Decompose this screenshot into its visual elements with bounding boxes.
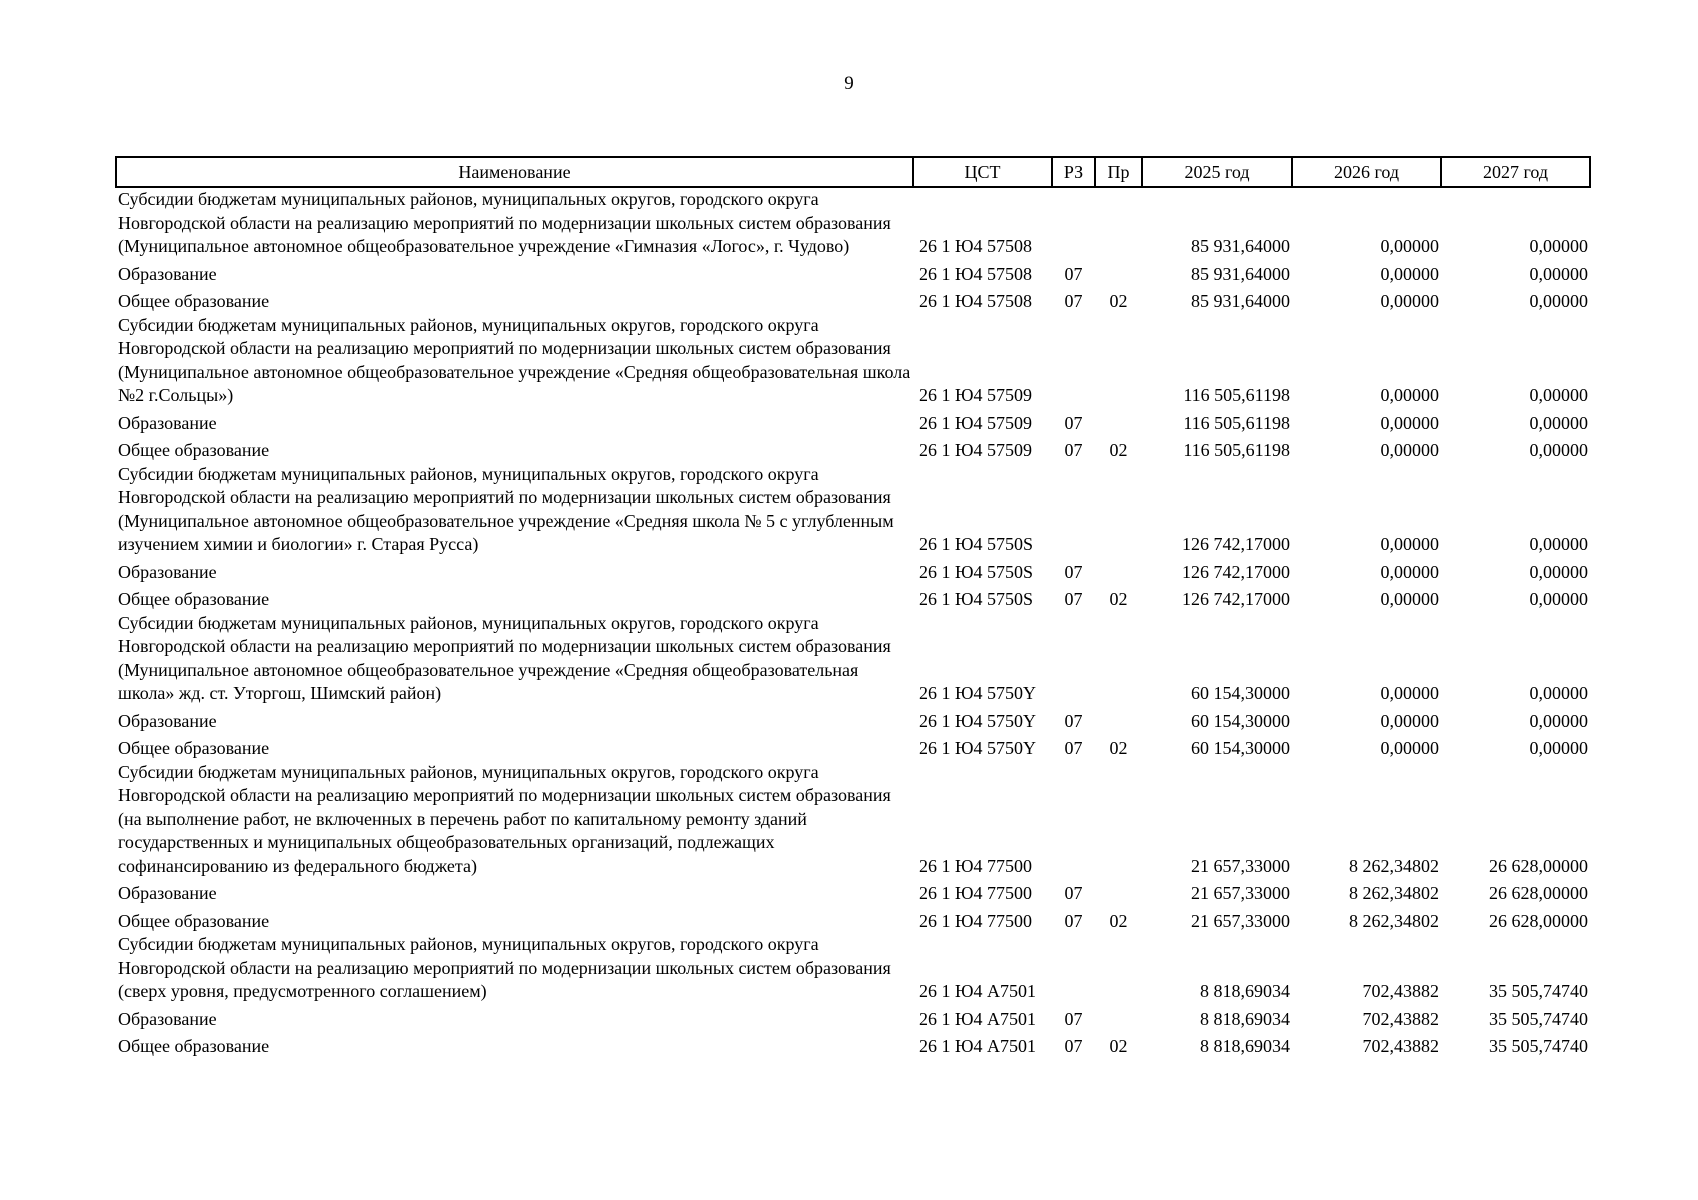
cell-name: Субсидии бюджетам муниципальных районов, муниципальных округов, городского округа Новгородской области на реализацию мероприятий по модернизации школьных систем образования (Муниципальное автономное общеобразовательное учреждение «Средняя общеобразовательная школа» жд. ст. Уторгош, Шимский район)	[118, 612, 891, 703]
cell-pr	[1095, 187, 1142, 259]
table-row	[116, 557, 1590, 585]
cell-rz: 07	[1064, 263, 1083, 284]
cell-2027: 0,00000	[1529, 534, 1588, 554]
cell-2026: 0,00000	[1380, 263, 1439, 284]
cell-2026: 0,00000	[1380, 738, 1439, 758]
cell-2025: 126 742,17000	[1182, 561, 1290, 582]
cell-name: Субсидии бюджетам муниципальных районов, муниципальных округов, городского округа Новгородской области на реализацию мероприятий по модернизации школьных систем образования (Муниципальное автономное общеобразовательное учреждение «Средняя школа № 5 с углубленным изучением химии и биологии» г. Старая Русса)	[118, 463, 894, 554]
table-row	[116, 761, 1590, 879]
cell-2025: 126 742,17000	[1182, 589, 1290, 609]
cell-cst: 26 1 Ю4 5750S	[919, 589, 1034, 609]
cell-rz	[1052, 463, 1095, 557]
cell-pr	[1095, 706, 1142, 734]
cell-rz: 07	[1064, 561, 1083, 582]
page-number: 9	[844, 73, 854, 94]
cell-rz	[1052, 187, 1095, 259]
cell-name: Общее образование	[118, 440, 270, 460]
cell-name: Образование	[118, 883, 217, 903]
cell-2027: 0,00000	[1529, 589, 1588, 609]
cell-rz: 07	[1064, 589, 1083, 609]
table-row	[116, 1004, 1590, 1032]
cell-pr: 02	[1109, 738, 1128, 758]
cell-name: Субсидии бюджетам муниципальных районов, муниципальных округов, городского округа Новгородской области на реализацию мероприятий по модернизации школьных систем образования (Муниципальное автономное общеобразовательное учреждение «Гимназия «Логос», г. Чудово)	[118, 189, 891, 256]
cell-2025: 60 154,30000	[1191, 710, 1290, 731]
header-2026: 2026 год	[1292, 157, 1441, 187]
cell-name: Общее образование	[118, 291, 270, 311]
cell-2027: 0,00000	[1529, 561, 1588, 582]
cell-pr: 02	[1109, 589, 1128, 609]
cell-2026: 0,00000	[1380, 710, 1439, 731]
cell-2026: 0,00000	[1380, 412, 1439, 433]
cell-2026: 8 262,34802	[1349, 855, 1439, 876]
cell-rz: 07	[1064, 910, 1083, 931]
cell-pr	[1095, 878, 1142, 906]
cell-name: Образование	[118, 710, 217, 731]
cell-rz	[1052, 314, 1095, 408]
cell-2026: 8 262,34802	[1349, 910, 1439, 931]
cell-cst: 26 1 Ю4 5750S	[919, 534, 1034, 554]
table-body	[116, 187, 1590, 1059]
table-row	[116, 612, 1590, 706]
cell-2027: 0,00000	[1529, 291, 1588, 311]
cell-rz: 07	[1064, 1036, 1083, 1056]
cell-2026: 0,00000	[1380, 440, 1439, 460]
header-name: Наименование	[116, 157, 913, 187]
cell-pr	[1095, 761, 1142, 879]
cell-pr: 02	[1109, 1036, 1128, 1056]
cell-rz: 07	[1064, 710, 1083, 731]
cell-rz: 07	[1064, 1008, 1083, 1029]
cell-cst: 26 1 Ю4 5750Y	[919, 738, 1036, 758]
header-rz: РЗ	[1052, 157, 1095, 187]
cell-pr	[1095, 259, 1142, 287]
cell-pr	[1095, 1004, 1142, 1032]
cell-name: Общее образование	[118, 738, 270, 758]
cell-pr: 02	[1109, 440, 1128, 460]
cell-rz: 07	[1064, 440, 1083, 460]
cell-name: Образование	[118, 1008, 217, 1029]
table-row	[116, 706, 1590, 734]
cell-2026: 0,00000	[1380, 589, 1439, 609]
cell-pr	[1095, 612, 1142, 706]
table-row	[116, 408, 1590, 436]
cell-2026: 8 262,34802	[1349, 883, 1439, 903]
cell-2027: 26 628,00000	[1489, 855, 1588, 876]
header-cst: ЦСТ	[913, 157, 1052, 187]
cell-rz: 07	[1064, 291, 1083, 311]
cell-name: Общее образование	[118, 910, 270, 931]
table-row	[116, 314, 1590, 408]
cell-2027: 0,00000	[1529, 412, 1588, 433]
header-pr: Пр	[1095, 157, 1142, 187]
cell-2027: 0,00000	[1529, 683, 1588, 703]
budget-table	[115, 156, 1591, 1059]
cell-cst: 26 1 Ю4 57509	[919, 440, 1033, 460]
cell-2025: 116 505,61198	[1183, 412, 1290, 433]
cell-2025: 85 931,64000	[1191, 291, 1290, 311]
cell-2025: 8 818,69034	[1200, 1036, 1290, 1056]
cell-pr	[1095, 408, 1142, 436]
cell-2025: 116 505,61198	[1183, 385, 1290, 405]
table-row	[116, 435, 1590, 463]
cell-cst: 26 1 Ю4 5750Y	[919, 710, 1036, 731]
table-row	[116, 878, 1590, 906]
header-2027: 2027 год	[1441, 157, 1590, 187]
cell-2026: 0,00000	[1380, 291, 1439, 311]
cell-cst: 26 1 Ю4 А7501	[919, 981, 1036, 1001]
table-row	[116, 933, 1590, 1004]
cell-cst: 26 1 Ю4 5750Y	[919, 683, 1036, 703]
cell-2027: 26 628,00000	[1489, 883, 1588, 903]
cell-2025: 21 657,33000	[1191, 883, 1290, 903]
cell-2026: 0,00000	[1380, 236, 1439, 256]
table-row	[116, 286, 1590, 314]
cell-rz	[1052, 933, 1095, 1004]
cell-2025: 116 505,61198	[1183, 440, 1290, 460]
cell-2025: 126 742,17000	[1182, 534, 1290, 554]
cell-cst: 26 1 Ю4 А7501	[919, 1008, 1036, 1029]
cell-name: Общее образование	[118, 589, 270, 609]
cell-2027: 0,00000	[1529, 236, 1588, 256]
cell-pr: 02	[1109, 291, 1128, 311]
table-header-row	[116, 157, 1590, 187]
cell-2026: 0,00000	[1380, 561, 1439, 582]
table-row	[116, 463, 1590, 557]
cell-cst: 26 1 Ю4 5750S	[919, 561, 1034, 582]
cell-2025: 85 931,64000	[1191, 236, 1290, 256]
cell-rz: 07	[1064, 412, 1083, 433]
cell-rz: 07	[1064, 738, 1083, 758]
cell-rz: 07	[1064, 883, 1083, 903]
cell-name: Субсидии бюджетам муниципальных районов, муниципальных округов, городского округа Новгородской области на реализацию мероприятий по модернизации школьных систем образования (Муниципальное автономное общеобразовательное учреждение «Средняя общеобразовательная школа №2 г.Сольцы»)	[118, 314, 911, 405]
cell-2027: 35 505,74740	[1489, 1036, 1588, 1056]
cell-2027: 26 628,00000	[1489, 910, 1588, 931]
header-2025: 2025 год	[1142, 157, 1292, 187]
cell-2025: 8 818,69034	[1200, 1008, 1290, 1029]
cell-cst: 26 1 Ю4 57509	[919, 385, 1033, 405]
cell-name: Образование	[118, 561, 217, 582]
cell-cst: 26 1 Ю4 57509	[919, 412, 1033, 433]
table-row	[116, 1031, 1590, 1059]
cell-2025: 21 657,33000	[1191, 910, 1290, 931]
cell-pr	[1095, 557, 1142, 585]
cell-name: Общее образование	[118, 1036, 270, 1056]
cell-2027: 0,00000	[1529, 440, 1588, 460]
cell-2027: 0,00000	[1529, 710, 1588, 731]
table-row	[116, 906, 1590, 934]
cell-cst: 26 1 Ю4 57508	[919, 291, 1033, 311]
cell-cst: 26 1 Ю4 77500	[919, 883, 1033, 903]
cell-2026: 0,00000	[1380, 683, 1439, 703]
cell-2026: 0,00000	[1380, 534, 1439, 554]
cell-cst: 26 1 Ю4 57508	[919, 236, 1033, 256]
cell-pr	[1095, 933, 1142, 1004]
cell-name: Субсидии бюджетам муниципальных районов, муниципальных округов, городского округа Новгородской области на реализацию мероприятий по модернизации школьных систем образования (сверх уровня, предусмотренного соглашением)	[118, 934, 891, 1001]
cell-rz	[1052, 761, 1095, 879]
cell-cst: 26 1 Ю4 57508	[919, 263, 1033, 284]
cell-2027: 0,00000	[1529, 263, 1588, 284]
cell-name: Субсидии бюджетам муниципальных районов, муниципальных округов, городского округа Новгородской области на реализацию мероприятий по модернизации школьных систем образования (на выполнение работ, не включенных в перечень работ по капитальному ремонту зданий государственных и муниципальных общеобразовательных организаций, подлежащих софинансированию из федерального бюджета)	[118, 761, 891, 876]
cell-name: Образование	[118, 412, 217, 433]
cell-2026: 702,43882	[1362, 1008, 1439, 1029]
cell-2027: 0,00000	[1529, 385, 1588, 405]
cell-2025: 60 154,30000	[1191, 738, 1290, 758]
table-row	[116, 187, 1590, 259]
cell-2027: 0,00000	[1529, 738, 1588, 758]
table-row	[116, 733, 1590, 761]
cell-rz	[1052, 612, 1095, 706]
cell-cst: 26 1 Ю4 77500	[919, 910, 1033, 931]
table-row	[116, 584, 1590, 612]
cell-2027: 35 505,74740	[1489, 981, 1588, 1001]
cell-pr	[1095, 463, 1142, 557]
cell-2026: 702,43882	[1362, 1036, 1439, 1056]
cell-pr: 02	[1109, 910, 1128, 931]
cell-2025: 21 657,33000	[1191, 855, 1290, 876]
cell-2026: 702,43882	[1362, 981, 1439, 1001]
cell-name: Образование	[118, 263, 217, 284]
cell-2025: 60 154,30000	[1191, 683, 1290, 703]
cell-cst: 26 1 Ю4 А7501	[919, 1036, 1036, 1056]
table-row	[116, 259, 1590, 287]
cell-cst: 26 1 Ю4 77500	[919, 855, 1033, 876]
cell-2025: 85 931,64000	[1191, 263, 1290, 284]
cell-2027: 35 505,74740	[1489, 1008, 1588, 1029]
cell-pr	[1095, 314, 1142, 408]
cell-2026: 0,00000	[1380, 385, 1439, 405]
cell-2025: 8 818,69034	[1200, 981, 1290, 1001]
